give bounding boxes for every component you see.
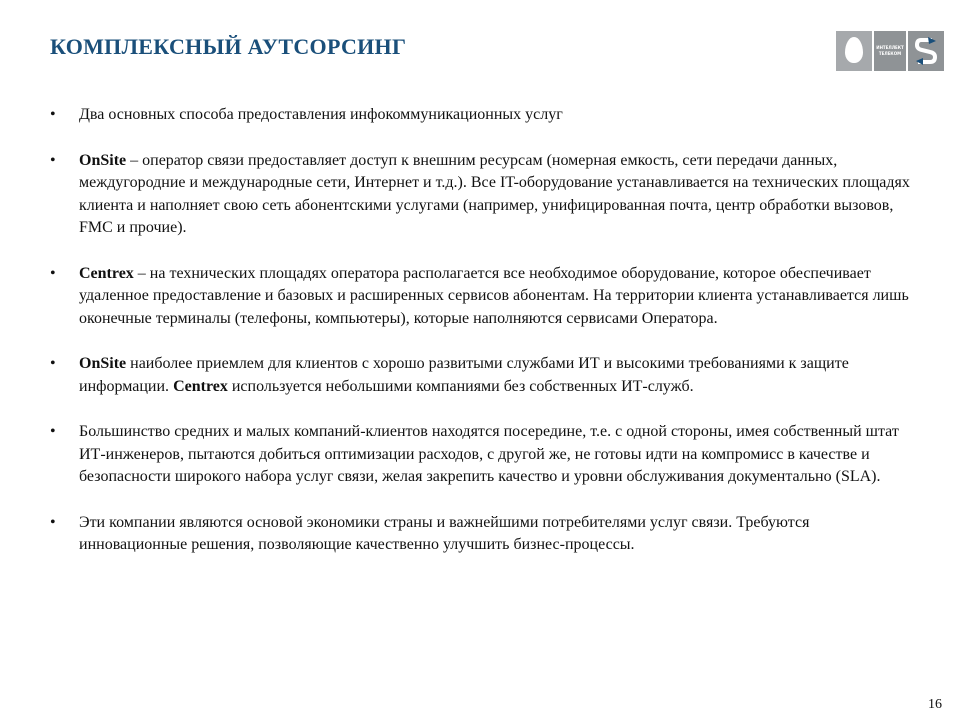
logo-text-line2: ТЕЛЕКОМ — [878, 51, 902, 56]
bullet-bold-term: Centrex — [79, 264, 134, 282]
bullet-item — [50, 512, 920, 557]
bullet-marker: • — [50, 151, 56, 169]
page-number: 16 — [928, 697, 942, 712]
bullet-text: Эти компании являются основой экономики страны и важнейшими потребителями услуг связи. Требуются инновационные решения, позволяющие качественно улучшить бизнес-процессы. — [79, 513, 810, 553]
bullet-marker: • — [50, 355, 56, 372]
bullet-bold-term: OnSite — [79, 355, 127, 372]
bullet-marker: • — [50, 513, 56, 531]
bullet-item — [50, 421, 920, 489]
bullet-item — [50, 353, 920, 398]
bullet-marker: • — [50, 106, 56, 123]
bullet-text: – на технических площадях оператора располагается все необходимое оборудование, которое обеспечивает удаленное предоставление и базовых и расширенных сервисов абонентам. На территории клиента устанавливается лишь оконечные терминалы (телефоны, компьютеры), которые наполняются сервисами Оператора. — [79, 264, 909, 327]
bullet-item — [50, 263, 920, 331]
bullet-bold-term-2: Centrex — [173, 377, 228, 395]
bullet-marker: • — [50, 264, 56, 282]
bullet-item — [50, 150, 920, 240]
company-logo — [836, 31, 944, 71]
bullet-item — [50, 104, 920, 127]
bullet-text-2: используется небольшими компаниями без собственных ИТ-служб. — [227, 377, 694, 395]
bullet-text: Большинство средних и малых компаний-клиентов находятся посередине, т.е. с одной стороны, имея собственный штат ИТ-инженеров, пытаются добиться оптимизации расходов, с другой же, не готовы идти на компромисс в качестве и безопасности широкого набора услуг связи, желая закрепить качество и уровни обслуживания документально (SLA). — [79, 423, 899, 485]
bullet-text: Два основных способа предоставления инфокоммуникационных услуг — [79, 106, 563, 123]
logo-text-line1: ИНТЕЛЛЕКТ — [876, 45, 904, 50]
bullet-text: наиболее приемлем для клиентов с хорошо развитыми службами ИТ и высокими требованиями к защите информации. — [79, 355, 849, 395]
egg-logo-icon — [836, 31, 872, 71]
logo-wordmark — [874, 31, 906, 71]
s-logo-icon — [908, 31, 944, 71]
bullet-text: – оператор связи предоставляет доступ к внешним ресурсам (номерная емкость, сети передачи данных, междугородние и международные сети, Интернет и т.д.). Все IT-оборудование устанавливается на технических площадях клиента и наполняет свою сеть абонентскими услугами (например, унифицированная почта, центр обработки вызовов, FMC и прочие). — [79, 151, 910, 236]
bullet-bold-term: OnSite — [79, 151, 127, 169]
bullet-marker: • — [50, 423, 56, 440]
bullet-list — [50, 104, 920, 580]
page-title: КОМПЛЕКСНЫЙ АУТСОРСИНГ — [50, 34, 407, 59]
